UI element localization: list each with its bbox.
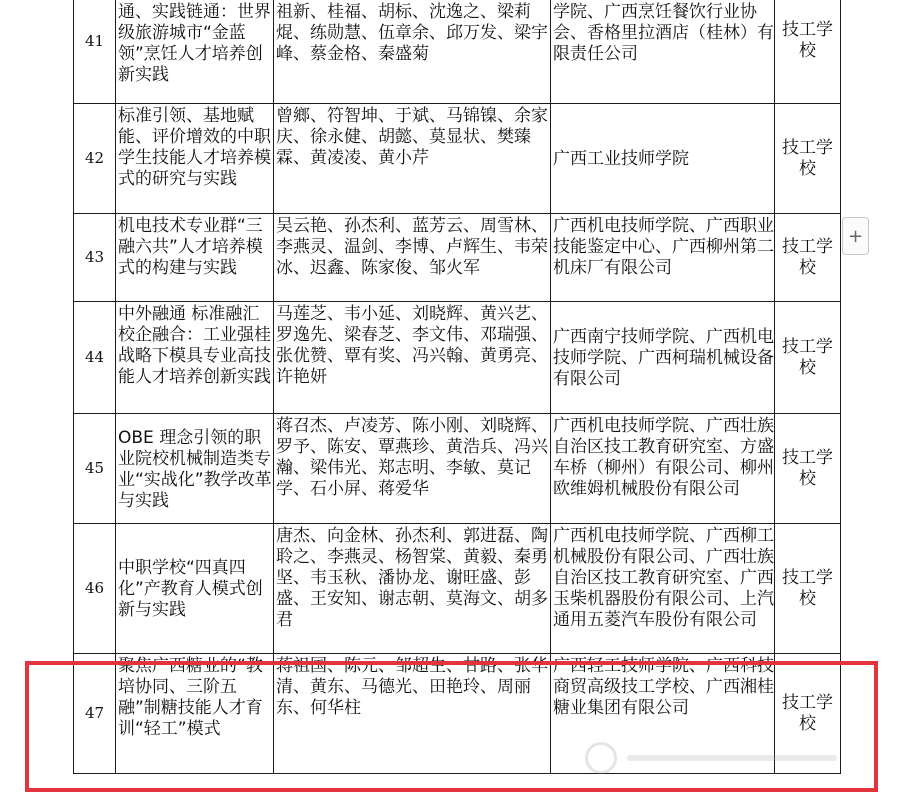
project-title: 机电技术专业群“三融六共”人才培养模式的构建与实践: [116, 214, 274, 301]
participating-units: 广西机电技师学院、广西壮族自治区技工教育研究室、方盛车桥（柳州）有限公司、柳州欧维姆机械股份有限公司: [551, 414, 775, 523]
project-title: OBE 理念引领的职业院校机械制造类专业“实战化”教学改革与实践: [116, 414, 274, 523]
plus-icon: +: [847, 225, 864, 247]
team-members: 曾鄉、符智坤、于斌、马锦镍、余家庆、徐永健、胡懿、莫显状、樊臻霖、黄凌凌、黄小芹: [274, 104, 551, 213]
expand-button[interactable]: [842, 217, 869, 255]
school-category: 技工学校: [775, 302, 841, 413]
school-category: 技工学校: [775, 214, 841, 301]
project-title: 中职学校“四真四化”产教育人模式创新与实践: [116, 524, 274, 653]
table-row: [74, 524, 841, 654]
row-number: 47: [74, 654, 116, 773]
row-number: 44: [74, 302, 116, 413]
school-category: 技工学校: [775, 0, 841, 103]
row-number: 46: [74, 524, 116, 653]
team-members: 吴云艳、孙杰利、蓝芳云、周雪林、李燕灵、温剑、李博、卢辉生、韦荣冰、迟鑫、陈家俊、邹火军: [274, 214, 551, 301]
participating-units: 广西工业技师学院: [551, 104, 775, 213]
table-row: [74, 302, 841, 414]
table-row: [74, 414, 841, 524]
team-members: 蒋召杰、卢凌芳、陈小刚、刘晓辉、罗予、陈安、覃燕珍、黄浩兵、冯兴瀚、梁伟光、郑志明、李敏、莫记学、石小屏、蒋爱华: [274, 414, 551, 523]
row-number: 45: [74, 414, 116, 523]
team-members: 马莲芝、韦小延、刘晓辉、黄兴艺、罗逸先、梁春芝、李文伟、邓瑞强、张优赞、覃有奖、冯兴翰、黄勇亮、许艳妍: [274, 302, 551, 413]
participating-units: 广西机电技师学院、广西柳工机械股份有限公司、广西壮族自治区技工教育研究室、广西玉柴机器股份有限公司、上汽通用五菱汽车股份有限公司: [551, 524, 775, 653]
table-row: [74, 654, 841, 774]
project-title: 标准引领、基地赋能、评价增效的中职学生技能人才培养模式的研究与实践: [116, 104, 274, 213]
team-members: 唐杰、向金林、孙杰利、郭进磊、陶聆之、李燕灵、杨智棠、黄毅、秦勇坚、韦玉秋、潘协龙、谢旺盛、彭盛、王安知、谢志朝、莫海文、胡多君: [274, 524, 551, 653]
team-members: 蒋祖国、陈元、邹超生、甘路、张华清、黄东、马德光、田艳玲、周丽东、何华柱: [274, 654, 551, 773]
row-number: 41: [74, 0, 116, 103]
project-title: 中外融通 标准融汇 校企融合：工业强桂战略下模具专业高技能人才培养创新实践: [116, 302, 274, 413]
participating-units: 广西南宁技师学院、广西机电技师学院、广西柯瑞机械设备有限公司: [551, 302, 775, 413]
table-row: [74, 214, 841, 302]
results-table: [73, 0, 841, 774]
participating-units: 广西轻工技师学院、广西科技商贸高级技工学校、广西湘桂糖业集团有限公司: [551, 654, 775, 773]
project-title: 聚焦广西糖业的“教培协同、三阶五融”制糖技能人才育训“轻工”模式: [116, 654, 274, 773]
school-category: 技工学校: [775, 414, 841, 523]
table-row: [74, 104, 841, 214]
row-number: 43: [74, 214, 116, 301]
team-members: 祖新、桂福、胡标、沈逸之、梁莉焜、练勋慧、伍章余、邱万发、梁宇峰、蔡金格、秦盛菊: [274, 0, 551, 103]
row-number: 42: [74, 104, 116, 213]
project-title: 通、实践链通：世界级旅游城市“金蓝领”烹饪人才培养创新实践: [116, 0, 274, 103]
school-category: 技工学校: [775, 104, 841, 213]
table-row: [74, 0, 841, 104]
school-category: 技工学校: [775, 654, 841, 773]
school-category: 技工学校: [775, 524, 841, 653]
participating-units: 学院、广西烹饪餐饮行业协会、香格里拉酒店（桂林）有限责任公司: [551, 0, 775, 103]
participating-units: 广西机电技师学院、广西职业技能鉴定中心、广西柳州第二机床厂有限公司: [551, 214, 775, 301]
